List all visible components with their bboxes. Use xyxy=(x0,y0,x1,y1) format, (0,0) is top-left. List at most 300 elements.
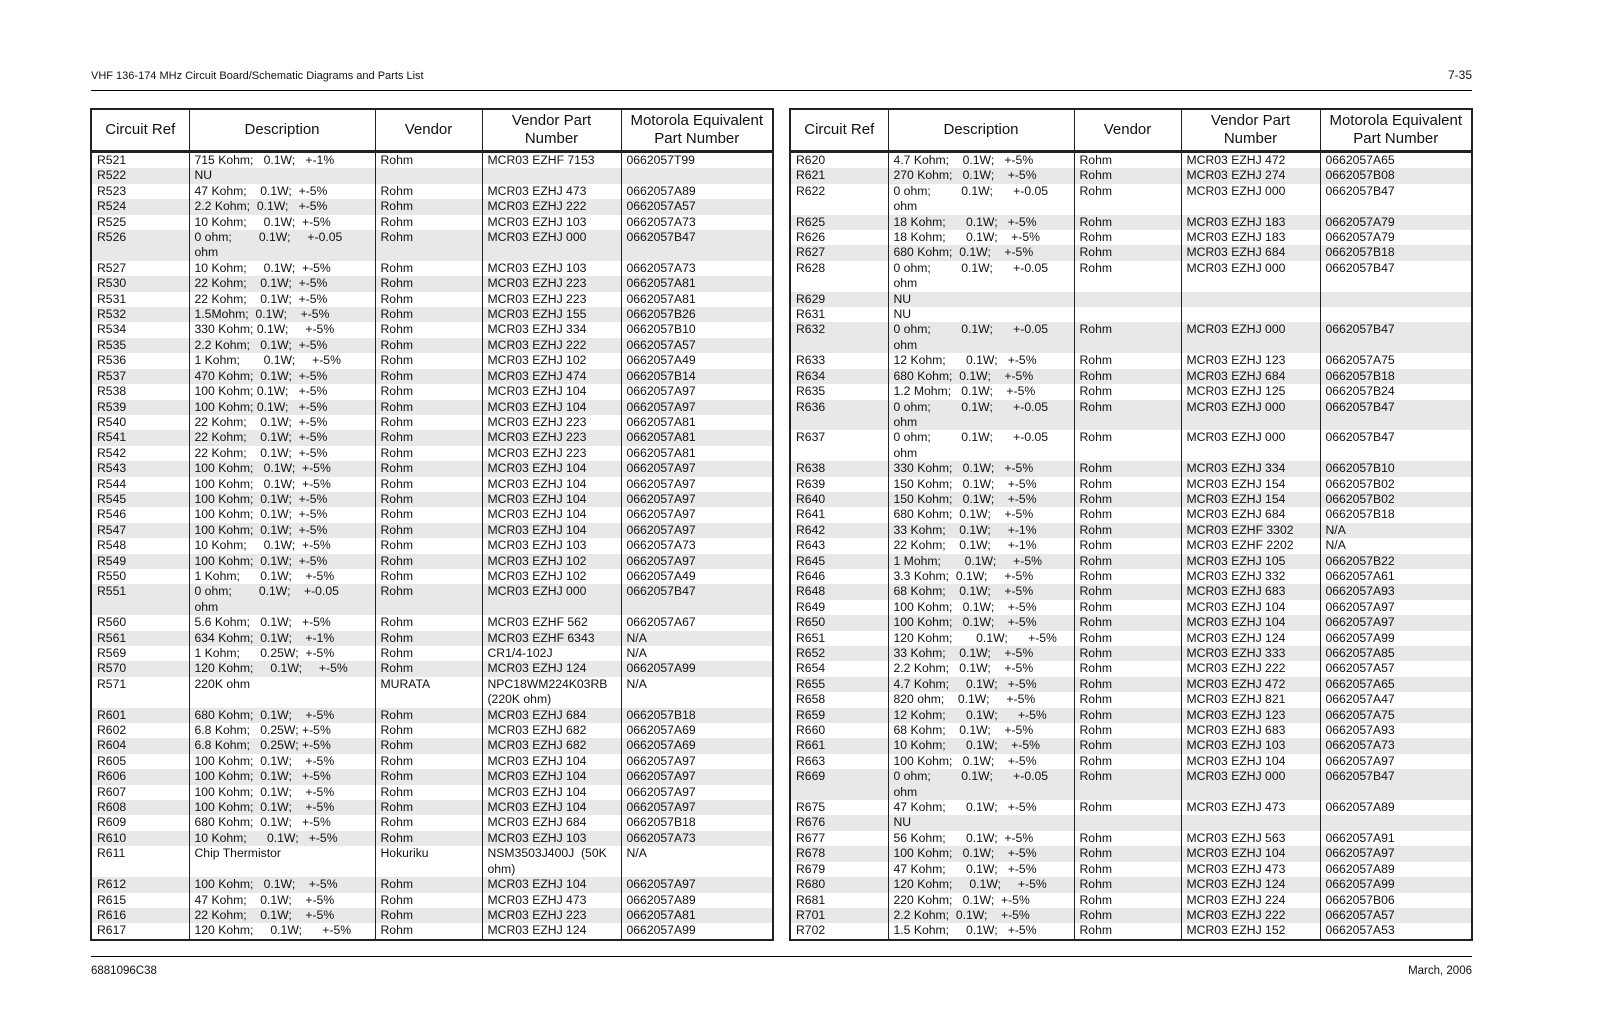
table-row xyxy=(91,292,773,307)
cell-circuit-ref: R636 xyxy=(790,400,888,431)
table-row xyxy=(790,631,1472,646)
cell-motorola-part-number: 0662057A57 xyxy=(621,199,773,214)
table-row xyxy=(91,708,773,723)
table-row xyxy=(91,507,773,522)
cell-description: 22 Kohm; 0.1W; +-5% xyxy=(189,276,375,291)
cell-vendor-part-number: MCR03 EZHJ 104 xyxy=(1181,846,1320,861)
cell-vendor: Rohm xyxy=(1074,677,1181,692)
cell-motorola-part-number: 0662057A61 xyxy=(1320,569,1472,584)
cell-motorola-part-number: 0662057B18 xyxy=(621,708,773,723)
cell-description: 100 Kohm; 0.1W; +-5% xyxy=(189,492,375,507)
cell-motorola-part-number: 0662057B47 xyxy=(1320,769,1472,800)
cell-vendor: Rohm xyxy=(1074,692,1181,707)
cell-vendor: Rohm xyxy=(375,893,482,908)
cell-vendor-part-number: MCR03 EZHJ 103 xyxy=(482,215,621,230)
cell-vendor: Rohm xyxy=(1074,477,1181,492)
cell-vendor: Rohm xyxy=(375,584,482,615)
cell-motorola-part-number: 0662057A97 xyxy=(621,461,773,476)
cell-motorola-part-number: 0662057A99 xyxy=(621,923,773,939)
cell-motorola-part-number: N/A xyxy=(621,846,773,877)
cell-vendor-part-number: MCR03 EZHJ 103 xyxy=(482,538,621,553)
cell-motorola-part-number: 0662057A81 xyxy=(621,415,773,430)
table-row xyxy=(790,230,1472,245)
header-rule xyxy=(91,90,1472,91)
cell-vendor: Rohm xyxy=(375,507,482,522)
cell-description: 18 Kohm; 0.1W; +-5% xyxy=(888,215,1074,230)
cell-vendor-part-number: MCR03 EZHJ 104 xyxy=(482,877,621,892)
cell-vendor: Rohm xyxy=(1074,754,1181,769)
cell-circuit-ref: R545 xyxy=(91,492,189,507)
cell-vendor-part-number: MCR03 EZHJ 000 xyxy=(1181,184,1320,215)
cell-motorola-part-number: 0662057A91 xyxy=(1320,831,1472,846)
cell-circuit-ref: R605 xyxy=(91,754,189,769)
cell-motorola-part-number: 0662057B47 xyxy=(1320,430,1472,461)
cell-circuit-ref: R538 xyxy=(91,384,189,399)
parts-list-table-left xyxy=(90,108,774,941)
cell-vendor: Rohm xyxy=(375,292,482,307)
cell-motorola-part-number: 0662057A79 xyxy=(1320,215,1472,230)
table-row xyxy=(790,584,1472,599)
cell-description: 470 Kohm; 0.1W; +-5% xyxy=(189,369,375,384)
cell-description: 100 Kohm; 0.1W; +-5% xyxy=(189,400,375,415)
cell-circuit-ref: R661 xyxy=(790,738,888,753)
table-row xyxy=(790,430,1472,461)
cell-description: 100 Kohm; 0.1W; +-5% xyxy=(189,769,375,784)
cell-vendor-part-number: MCR03 EZHJ 154 xyxy=(1181,492,1320,507)
cell-circuit-ref: R571 xyxy=(91,677,189,708)
cell-vendor: Rohm xyxy=(1074,384,1181,399)
table-row xyxy=(91,523,773,538)
cell-circuit-ref: R617 xyxy=(91,923,189,939)
cell-description: 0 ohm; 0.1W; +-0.05 ohm xyxy=(888,400,1074,431)
table-row xyxy=(790,893,1472,908)
cell-vendor-part-number: MCR03 EZHJ 332 xyxy=(1181,569,1320,584)
cell-motorola-part-number: 0662057A47 xyxy=(1320,692,1472,707)
cell-description: 100 Kohm; 0.1W; +-5% xyxy=(189,800,375,815)
cell-description: 100 Kohm; 0.1W; +-5% xyxy=(189,754,375,769)
table-row xyxy=(790,646,1472,661)
cell-description: 10 Kohm; 0.1W; +-5% xyxy=(189,261,375,276)
cell-description: 12 Kohm; 0.1W; +-5% xyxy=(888,708,1074,723)
cell-description: 33 Kohm; 0.1W; +-1% xyxy=(888,523,1074,538)
cell-vendor: Rohm xyxy=(375,646,482,661)
table-row xyxy=(91,152,773,169)
cell-vendor-part-number: MCR03 EZHF 7153 xyxy=(482,152,621,169)
cell-circuit-ref: R650 xyxy=(790,615,888,630)
cell-circuit-ref: R539 xyxy=(91,400,189,415)
table-row xyxy=(91,646,773,661)
cell-description: 680 Kohm; 0.1W; +-5% xyxy=(189,708,375,723)
table-row xyxy=(790,538,1472,553)
cell-motorola-part-number: 0662057A89 xyxy=(621,184,773,199)
cell-vendor: Rohm xyxy=(1074,369,1181,384)
cell-circuit-ref: R632 xyxy=(790,322,888,353)
cell-circuit-ref: R607 xyxy=(91,785,189,800)
cell-description: 120 Kohm; 0.1W; +-5% xyxy=(888,631,1074,646)
table-row xyxy=(790,554,1472,569)
cell-motorola-part-number: 0662057B18 xyxy=(1320,369,1472,384)
cell-motorola-part-number xyxy=(1320,307,1472,322)
cell-vendor-part-number: MCR03 EZHJ 104 xyxy=(482,384,621,399)
cell-vendor: Rohm xyxy=(1074,353,1181,368)
cell-circuit-ref: R634 xyxy=(790,369,888,384)
cell-vendor-part-number: MCR03 EZHJ 124 xyxy=(482,661,621,676)
cell-description: 10 Kohm; 0.1W; +-5% xyxy=(189,215,375,230)
cell-vendor-part-number: MCR03 EZHJ 474 xyxy=(482,369,621,384)
cell-description: 100 Kohm; 0.1W; +-5% xyxy=(888,754,1074,769)
cell-vendor-part-number: MCR03 EZHJ 684 xyxy=(482,815,621,830)
table-row xyxy=(91,631,773,646)
cell-vendor: Rohm xyxy=(1074,554,1181,569)
cell-vendor: Rohm xyxy=(375,261,482,276)
cell-description: 820 ohm; 0.1W; +-5% xyxy=(888,692,1074,707)
table-row xyxy=(91,785,773,800)
cell-circuit-ref: R549 xyxy=(91,554,189,569)
cell-vendor-part-number: MCR03 EZHJ 105 xyxy=(1181,554,1320,569)
cell-motorola-part-number: 0662057A73 xyxy=(621,831,773,846)
cell-vendor-part-number: MCR03 EZHJ 682 xyxy=(482,723,621,738)
cell-circuit-ref: R641 xyxy=(790,507,888,522)
cell-description: 100 Kohm; 0.1W; +-5% xyxy=(189,461,375,476)
cell-motorola-part-number: 0662057A81 xyxy=(621,430,773,445)
cell-vendor-part-number: MCR03 EZHJ 000 xyxy=(482,584,621,615)
cell-circuit-ref: R540 xyxy=(91,415,189,430)
cell-description: 22 Kohm; 0.1W; +-5% xyxy=(189,908,375,923)
cell-circuit-ref: R628 xyxy=(790,261,888,292)
cell-motorola-part-number: 0662057A99 xyxy=(1320,631,1472,646)
cell-description: 2.2 Kohm; 0.1W; +-5% xyxy=(189,199,375,214)
publication-date: March, 2006 xyxy=(1408,965,1472,977)
cell-motorola-part-number: 0662057A97 xyxy=(621,554,773,569)
cell-circuit-ref: R642 xyxy=(790,523,888,538)
table-row xyxy=(91,923,773,939)
cell-vendor: Rohm xyxy=(375,661,482,676)
cell-circuit-ref: R542 xyxy=(91,446,189,461)
cell-motorola-part-number: 0662057B14 xyxy=(621,369,773,384)
cell-circuit-ref: R604 xyxy=(91,738,189,753)
table-row xyxy=(790,692,1472,707)
cell-description: 0 ohm; 0.1W; +-0.05 ohm xyxy=(888,184,1074,215)
table-row xyxy=(790,245,1472,260)
cell-motorola-part-number: 0662057B18 xyxy=(1320,245,1472,260)
cell-circuit-ref: R627 xyxy=(790,245,888,260)
cell-vendor: Rohm xyxy=(375,369,482,384)
cell-description: 330 Kohm; 0.1W; +-5% xyxy=(888,461,1074,476)
cell-vendor: MURATA xyxy=(375,677,482,708)
cell-motorola-part-number: 0662057T99 xyxy=(621,152,773,169)
cell-vendor: Rohm xyxy=(375,785,482,800)
cell-vendor-part-number: MCR03 EZHF 6343 xyxy=(482,631,621,646)
cell-description: 3.3 Kohm; 0.1W; +-5% xyxy=(888,569,1074,584)
table-row xyxy=(790,292,1472,307)
cell-vendor: Rohm xyxy=(375,415,482,430)
cell-vendor-part-number: MCR03 EZHJ 223 xyxy=(482,292,621,307)
cell-vendor: Rohm xyxy=(375,738,482,753)
cell-vendor: Rohm xyxy=(1074,661,1181,676)
table-row xyxy=(91,184,773,199)
table-row xyxy=(91,492,773,507)
cell-circuit-ref: R537 xyxy=(91,369,189,384)
cell-vendor: Rohm xyxy=(1074,184,1181,215)
table-row xyxy=(91,615,773,630)
cell-motorola-part-number: 0662057A97 xyxy=(1320,615,1472,630)
cell-vendor-part-number: MCR03 EZHJ 684 xyxy=(1181,369,1320,384)
column-header-description: Description xyxy=(888,109,1074,152)
table-row xyxy=(790,862,1472,877)
cell-circuit-ref: R523 xyxy=(91,184,189,199)
cell-vendor-part-number: MCR03 EZHF 562 xyxy=(482,615,621,630)
cell-description: 6.8 Kohm; 0.25W; +-5% xyxy=(189,723,375,738)
cell-description: 100 Kohm; 0.1W; +-5% xyxy=(189,523,375,538)
cell-vendor: Rohm xyxy=(375,322,482,337)
cell-circuit-ref: R645 xyxy=(790,554,888,569)
cell-description: 0 ohm; 0.1W; +-0.05 ohm xyxy=(888,261,1074,292)
table-row xyxy=(91,677,773,708)
cell-description: 2.2 Kohm; 0.1W; +-5% xyxy=(189,338,375,353)
cell-vendor: Rohm xyxy=(1074,152,1181,169)
cell-circuit-ref: R530 xyxy=(91,276,189,291)
cell-circuit-ref: R561 xyxy=(91,631,189,646)
cell-circuit-ref: R546 xyxy=(91,507,189,522)
cell-vendor: Rohm xyxy=(375,569,482,584)
cell-description: 47 Kohm; 0.1W; +-5% xyxy=(189,893,375,908)
cell-description: 120 Kohm; 0.1W; +-5% xyxy=(189,661,375,676)
table-row xyxy=(91,230,773,261)
cell-vendor-part-number: MCR03 EZHJ 104 xyxy=(482,769,621,784)
cell-motorola-part-number: 0662057A89 xyxy=(1320,862,1472,877)
table-row xyxy=(91,384,773,399)
cell-vendor-part-number: NPC18WM224K03RB (220K ohm) xyxy=(482,677,621,708)
table-row xyxy=(790,923,1472,939)
cell-description: 1.5 Kohm; 0.1W; +-5% xyxy=(888,923,1074,939)
cell-vendor: Rohm xyxy=(375,554,482,569)
cell-motorola-part-number: 0662057A73 xyxy=(1320,738,1472,753)
column-header-vendor-part-number: Vendor Part Number xyxy=(482,109,621,152)
cell-vendor: Rohm xyxy=(1074,461,1181,476)
cell-motorola-part-number xyxy=(621,168,773,183)
cell-motorola-part-number: 0662057A93 xyxy=(1320,723,1472,738)
table-row xyxy=(91,815,773,830)
cell-motorola-part-number: 0662057A73 xyxy=(621,261,773,276)
cell-vendor: Rohm xyxy=(375,708,482,723)
cell-motorola-part-number: 0662057A81 xyxy=(621,908,773,923)
cell-vendor-part-number: MCR03 EZHJ 104 xyxy=(482,754,621,769)
table-row xyxy=(91,338,773,353)
cell-description: 100 Kohm; 0.1W; +-5% xyxy=(888,600,1074,615)
cell-description: 220K ohm xyxy=(189,677,375,708)
cell-circuit-ref: R544 xyxy=(91,477,189,492)
table-row xyxy=(790,184,1472,215)
cell-description: 68 Kohm; 0.1W; +-5% xyxy=(888,584,1074,599)
cell-vendor: Hokuriku xyxy=(375,846,482,877)
cell-description: 22 Kohm; 0.1W; +-5% xyxy=(189,446,375,461)
cell-vendor xyxy=(1074,307,1181,322)
cell-description: 47 Kohm; 0.1W; +-5% xyxy=(888,862,1074,877)
cell-vendor-part-number: MCR03 EZHJ 222 xyxy=(1181,908,1320,923)
cell-vendor-part-number: CR1/4-102J xyxy=(482,646,621,661)
table-header-row xyxy=(790,109,1472,152)
cell-circuit-ref: R638 xyxy=(790,461,888,476)
table-row xyxy=(790,708,1472,723)
cell-vendor-part-number: MCR03 EZHJ 104 xyxy=(482,461,621,476)
table-row xyxy=(790,831,1472,846)
table-row xyxy=(91,723,773,738)
cell-vendor-part-number: MCR03 EZHJ 154 xyxy=(1181,477,1320,492)
cell-description: 22 Kohm; 0.1W; +-5% xyxy=(189,292,375,307)
cell-motorola-part-number: 0662057B47 xyxy=(1320,400,1472,431)
cell-vendor-part-number: MCR03 EZHJ 000 xyxy=(482,230,621,261)
table-row xyxy=(790,215,1472,230)
table-row xyxy=(790,168,1472,183)
cell-circuit-ref: R524 xyxy=(91,199,189,214)
cell-vendor: Rohm xyxy=(375,877,482,892)
cell-description: 220 Kohm; 0.1W; +-5% xyxy=(888,893,1074,908)
cell-vendor-part-number: MCR03 EZHJ 473 xyxy=(482,184,621,199)
cell-circuit-ref: R626 xyxy=(790,230,888,245)
cell-vendor-part-number: MCR03 EZHJ 333 xyxy=(1181,646,1320,661)
cell-motorola-part-number: 0662057B47 xyxy=(1320,261,1472,292)
cell-circuit-ref: R675 xyxy=(790,800,888,815)
table-row xyxy=(91,800,773,815)
cell-vendor: Rohm xyxy=(375,199,482,214)
cell-vendor-part-number: MCR03 EZHJ 104 xyxy=(482,492,621,507)
cell-vendor-part-number: MCR03 EZHJ 102 xyxy=(482,554,621,569)
cell-circuit-ref: R621 xyxy=(790,168,888,183)
table-row xyxy=(790,661,1472,676)
cell-vendor-part-number: MCR03 EZHJ 000 xyxy=(1181,400,1320,431)
cell-vendor-part-number: MCR03 EZHJ 473 xyxy=(1181,862,1320,877)
cell-motorola-part-number: 0662057B22 xyxy=(1320,554,1472,569)
cell-vendor: Rohm xyxy=(1074,738,1181,753)
table-row xyxy=(790,738,1472,753)
cell-vendor-part-number: MCR03 EZHJ 103 xyxy=(1181,738,1320,753)
table-row xyxy=(790,322,1472,353)
cell-vendor: Rohm xyxy=(1074,846,1181,861)
table-row xyxy=(91,322,773,337)
cell-vendor: Rohm xyxy=(1074,261,1181,292)
cell-motorola-part-number: 0662057A69 xyxy=(621,723,773,738)
cell-motorola-part-number: 0662057A75 xyxy=(1320,353,1472,368)
cell-circuit-ref: R680 xyxy=(790,877,888,892)
cell-circuit-ref: R663 xyxy=(790,754,888,769)
cell-description: 47 Kohm; 0.1W; +-5% xyxy=(189,184,375,199)
cell-vendor-part-number: MCR03 EZHJ 104 xyxy=(482,507,621,522)
cell-vendor: Rohm xyxy=(1074,800,1181,815)
cell-circuit-ref: R649 xyxy=(790,600,888,615)
cell-motorola-part-number: 0662057A97 xyxy=(621,877,773,892)
cell-vendor-part-number: MCR03 EZHJ 124 xyxy=(482,923,621,939)
cell-circuit-ref: R625 xyxy=(790,215,888,230)
cell-vendor-part-number: MCR03 EZHF 2202 xyxy=(1181,538,1320,553)
column-header-circuit-ref: Circuit Ref xyxy=(790,109,888,152)
cell-vendor: Rohm xyxy=(1074,322,1181,353)
cell-vendor: Rohm xyxy=(1074,507,1181,522)
table-row xyxy=(91,415,773,430)
table-row xyxy=(91,893,773,908)
cell-circuit-ref: R527 xyxy=(91,261,189,276)
cell-vendor: Rohm xyxy=(375,523,482,538)
cell-circuit-ref: R635 xyxy=(790,384,888,399)
cell-vendor-part-number: MCR03 EZHJ 123 xyxy=(1181,708,1320,723)
cell-circuit-ref: R639 xyxy=(790,477,888,492)
cell-vendor-part-number: MCR03 EZHJ 274 xyxy=(1181,168,1320,183)
cell-circuit-ref: R570 xyxy=(91,661,189,676)
table-row xyxy=(91,199,773,214)
cell-vendor: Rohm xyxy=(375,152,482,169)
column-header-vendor: Vendor xyxy=(1074,109,1181,152)
cell-vendor: Rohm xyxy=(1074,646,1181,661)
table-row xyxy=(91,908,773,923)
cell-circuit-ref: R548 xyxy=(91,538,189,553)
cell-description: 4.7 Kohm; 0.1W; +-5% xyxy=(888,152,1074,169)
table-row xyxy=(91,554,773,569)
table-row xyxy=(91,846,773,877)
cell-motorola-part-number: 0662057A67 xyxy=(621,615,773,630)
cell-description: 100 Kohm; 0.1W; +-5% xyxy=(189,877,375,892)
cell-vendor-part-number: MCR03 EZHJ 334 xyxy=(1181,461,1320,476)
cell-description: 1 Kohm; 0.1W; +-5% xyxy=(189,569,375,584)
cell-description: 634 Kohm; 0.1W; +-1% xyxy=(189,631,375,646)
table-row xyxy=(91,353,773,368)
cell-description: Chip Thermistor xyxy=(189,846,375,877)
cell-vendor-part-number: MCR03 EZHJ 563 xyxy=(1181,831,1320,846)
cell-motorola-part-number: 0662057B18 xyxy=(621,815,773,830)
cell-vendor xyxy=(1074,292,1181,307)
cell-vendor: Rohm xyxy=(375,923,482,939)
table-row xyxy=(790,477,1472,492)
cell-vendor: Rohm xyxy=(375,754,482,769)
cell-motorola-part-number: 0662057A81 xyxy=(621,446,773,461)
table-row xyxy=(790,877,1472,892)
cell-circuit-ref: R631 xyxy=(790,307,888,322)
cell-circuit-ref: R702 xyxy=(790,923,888,939)
cell-vendor-part-number: MCR03 EZHJ 223 xyxy=(482,908,621,923)
cell-vendor-part-number: MCR03 EZHJ 684 xyxy=(1181,245,1320,260)
cell-description: 100 Kohm; 0.1W; +-5% xyxy=(888,615,1074,630)
cell-vendor: Rohm xyxy=(1074,862,1181,877)
cell-description: 120 Kohm; 0.1W; +-5% xyxy=(888,877,1074,892)
cell-motorola-part-number: 0662057B24 xyxy=(1320,384,1472,399)
cell-motorola-part-number: N/A xyxy=(1320,523,1472,538)
table-header-row xyxy=(91,109,773,152)
cell-vendor-part-number: MCR03 EZHJ 684 xyxy=(1181,507,1320,522)
cell-vendor: Rohm xyxy=(1074,584,1181,599)
table-row xyxy=(790,846,1472,861)
cell-vendor: Rohm xyxy=(375,215,482,230)
cell-vendor: Rohm xyxy=(1074,600,1181,615)
table-row xyxy=(91,569,773,584)
table-row xyxy=(91,400,773,415)
cell-description: 12 Kohm; 0.1W; +-5% xyxy=(888,353,1074,368)
cell-motorola-part-number: 0662057B10 xyxy=(621,322,773,337)
cell-vendor-part-number xyxy=(1181,815,1320,830)
cell-vendor-part-number xyxy=(1181,307,1320,322)
cell-circuit-ref: R602 xyxy=(91,723,189,738)
cell-vendor: Rohm xyxy=(375,723,482,738)
cell-circuit-ref: R522 xyxy=(91,168,189,183)
cell-circuit-ref: R547 xyxy=(91,523,189,538)
cell-vendor-part-number: MCR03 EZHJ 104 xyxy=(482,477,621,492)
footer-rule xyxy=(91,956,1472,957)
cell-vendor: Rohm xyxy=(1074,631,1181,646)
cell-circuit-ref: R610 xyxy=(91,831,189,846)
cell-motorola-part-number: 0662057A79 xyxy=(1320,230,1472,245)
cell-description: 2.2 Kohm; 0.1W; +-5% xyxy=(888,908,1074,923)
cell-description: 680 Kohm; 0.1W; +-5% xyxy=(189,815,375,830)
cell-vendor: Rohm xyxy=(375,430,482,445)
parts-list-table-right xyxy=(789,108,1473,941)
cell-vendor xyxy=(375,168,482,183)
